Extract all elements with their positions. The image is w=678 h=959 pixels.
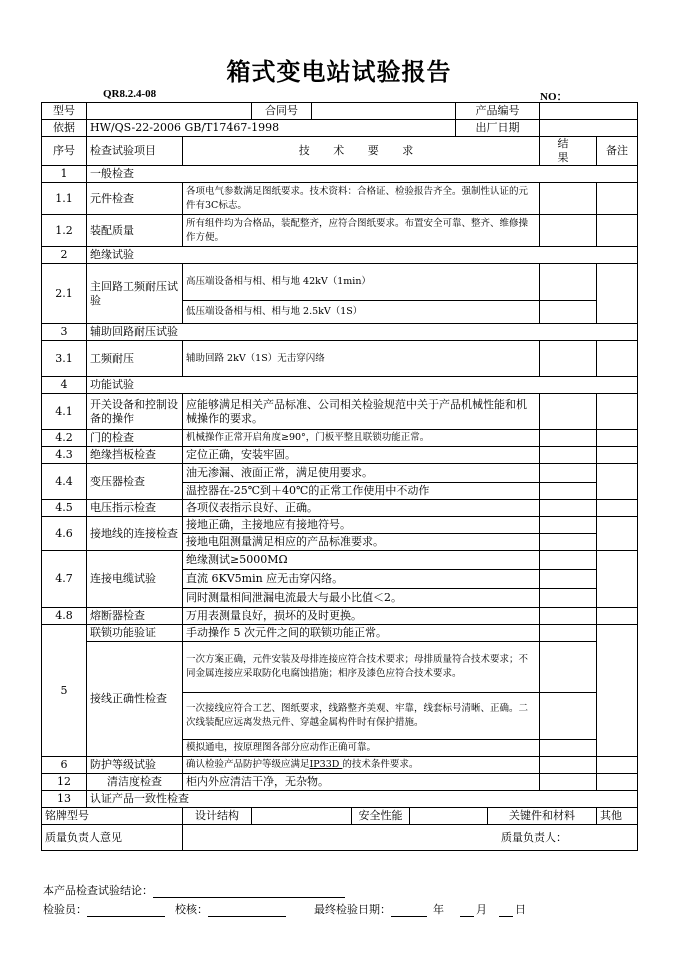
requirement: 高压端设备相与相、相与地 42kV（1min） bbox=[183, 264, 540, 301]
month-label: 月 bbox=[476, 903, 487, 916]
cert-other-label: 其他 bbox=[597, 808, 638, 825]
result-cell[interactable] bbox=[540, 301, 597, 324]
result-cell[interactable] bbox=[540, 693, 597, 740]
section-title: 功能试验 bbox=[87, 377, 638, 394]
result-cell[interactable] bbox=[540, 608, 597, 625]
note-cell[interactable] bbox=[597, 517, 638, 551]
requirement: 同时测量相间泄漏电流最大与最小比值＜2。 bbox=[183, 589, 540, 608]
item-name: 熔断器检查 bbox=[87, 608, 183, 625]
cert-design-label: 设计结构 bbox=[183, 808, 252, 825]
factory-date-label: 出厂日期 bbox=[456, 120, 540, 137]
conclusion-label: 本产品检查试验结论： bbox=[43, 884, 153, 897]
day-field[interactable] bbox=[499, 903, 513, 917]
row-no: 4.7 bbox=[42, 551, 87, 608]
row-no: 5 bbox=[42, 625, 87, 757]
product-no-value[interactable] bbox=[540, 103, 638, 120]
requirement: 各项仪表指示良好、正确。 bbox=[183, 500, 540, 517]
note-cell[interactable] bbox=[597, 608, 638, 625]
row-no: 4.2 bbox=[42, 430, 87, 447]
item-name: 元件检查 bbox=[87, 183, 183, 215]
item-name: 门的检查 bbox=[87, 430, 183, 447]
header-note: 备注 bbox=[597, 137, 638, 166]
inspector-label: 检验员： bbox=[43, 903, 87, 916]
result-cell[interactable] bbox=[540, 740, 597, 757]
row-no: 4.1 bbox=[42, 394, 87, 430]
requirement: 万用表测量良好，损坏的及时更换。 bbox=[183, 608, 540, 625]
row-no: 13 bbox=[42, 791, 87, 808]
requirement: 低压端设备相与相、相与地 2.5kV（1S） bbox=[183, 301, 540, 324]
result-cell[interactable] bbox=[540, 215, 597, 247]
checker-field[interactable] bbox=[208, 903, 286, 917]
contract-label: 合同号 bbox=[252, 103, 312, 120]
month-field[interactable] bbox=[460, 903, 474, 917]
signature-row bbox=[43, 901, 526, 917]
row-no: 4.8 bbox=[42, 608, 87, 625]
note-cell[interactable] bbox=[597, 264, 638, 324]
note-cell[interactable] bbox=[597, 774, 638, 791]
type-value[interactable] bbox=[87, 103, 252, 120]
section-title: 辅助回路耐压试验 bbox=[87, 324, 638, 341]
item-name: 清洁度检查 bbox=[87, 774, 183, 791]
requirement: 应能够满足相关产品标准、公司相关检验规范中关于产品机械性能和机械操作的要求。 bbox=[183, 394, 540, 430]
quality-person-label: 质量负责人： bbox=[183, 825, 638, 851]
note-cell[interactable] bbox=[597, 215, 638, 247]
section-title: 绝缘试验 bbox=[87, 247, 638, 264]
row-no: 12 bbox=[42, 774, 87, 791]
result-cell[interactable] bbox=[540, 589, 597, 608]
conclusion-row bbox=[43, 882, 345, 898]
requirement: 接地电阻测量满足相应的产品标准要求。 bbox=[183, 534, 540, 551]
requirement: 油无渗漏、液面正常，满足使用要求。 bbox=[183, 464, 540, 483]
row-no: 2.1 bbox=[42, 264, 87, 324]
result-cell[interactable] bbox=[540, 625, 597, 642]
ip-rating: IP33D bbox=[309, 759, 343, 770]
requirement-prefix: 确认检验产品防护等级应满足 bbox=[186, 759, 310, 770]
note-cell[interactable] bbox=[597, 183, 638, 215]
requirement: 接地正确，主接地应有接地符号。 bbox=[183, 517, 540, 534]
item-name: 装配质量 bbox=[87, 215, 183, 247]
section-title: 一般检查 bbox=[87, 166, 638, 183]
row-no: 4.4 bbox=[42, 464, 87, 500]
note-cell[interactable] bbox=[597, 757, 638, 774]
item-name: 绝缘挡板检查 bbox=[87, 447, 183, 464]
requirement: 机械操作正常开启角度≥90°，门板平整且联锁功能正常。 bbox=[183, 430, 540, 447]
quality-opinion-label: 质量负责人意见 bbox=[42, 825, 183, 851]
result-cell[interactable] bbox=[540, 500, 597, 517]
item-name: 防护等级试验 bbox=[87, 757, 183, 774]
item-name: 开关设备和控制设备的操作 bbox=[87, 394, 183, 430]
contract-value[interactable] bbox=[312, 103, 456, 120]
requirement: 辅助回路 2kV（1S）无击穿闪络 bbox=[183, 341, 540, 377]
cert-nameplate-label: 铭牌型号 bbox=[42, 808, 183, 825]
requirement: 所有组件均为合格品，装配整齐，应符合图纸要求。布置安全可靠、整齐、维修操作方便。 bbox=[183, 215, 540, 247]
note-cell[interactable] bbox=[597, 341, 638, 377]
cert-safety-value[interactable] bbox=[410, 808, 488, 825]
note-cell[interactable] bbox=[597, 447, 638, 464]
inspector-field[interactable] bbox=[87, 903, 165, 917]
note-cell[interactable] bbox=[597, 551, 638, 608]
report-title: 箱式变电站试验报告 bbox=[226, 57, 452, 86]
year-field[interactable] bbox=[391, 903, 427, 917]
note-cell[interactable] bbox=[597, 464, 638, 500]
result-cell[interactable] bbox=[540, 551, 597, 570]
row-no: 3 bbox=[42, 324, 87, 341]
result-cell[interactable] bbox=[540, 394, 597, 430]
result-cell[interactable] bbox=[540, 757, 597, 774]
checker-label: 校核： bbox=[175, 903, 208, 916]
header-item: 检查试验项目 bbox=[87, 137, 183, 166]
item-name: 连接电缆试验 bbox=[87, 551, 183, 608]
result-cell[interactable] bbox=[540, 183, 597, 215]
cert-design-value[interactable] bbox=[252, 808, 352, 825]
result-cell[interactable] bbox=[540, 534, 597, 551]
note-cell[interactable] bbox=[597, 500, 638, 517]
day-label: 日 bbox=[515, 903, 526, 916]
row-no: 1.2 bbox=[42, 215, 87, 247]
result-cell[interactable] bbox=[540, 430, 597, 447]
row-no: 4 bbox=[42, 377, 87, 394]
requirement bbox=[183, 757, 540, 774]
requirement: 柜内外应清洁干净，无杂物。 bbox=[183, 774, 540, 791]
result-cell[interactable] bbox=[540, 464, 597, 483]
result-cell[interactable] bbox=[540, 264, 597, 301]
requirement: 定位正确，安装牢固。 bbox=[183, 447, 540, 464]
item-name: 联锁功能验证 bbox=[87, 625, 183, 642]
requirement: 直流 6KV5min 应无击穿闪络。 bbox=[183, 570, 540, 589]
requirement: 一次接线应符合工艺、图纸要求，线路整齐美观、牢靠，线套标号清晰、正确。二次线装配应远离发热元件、穿越金属构件时有保护措施。 bbox=[183, 693, 540, 740]
row-no: 3.1 bbox=[42, 341, 87, 377]
cert-key-parts-label: 关键件和材料 bbox=[488, 808, 597, 825]
requirement: 一次方案正确，元件安装及母排连接应符合技术要求；母排质量符合技术要求；不同金属连接应采取防化电腐蚀措施；相序及漆色应符合技术要求。 bbox=[183, 642, 540, 693]
year-label: 年 bbox=[433, 903, 444, 916]
conclusion-field[interactable] bbox=[153, 884, 345, 898]
cert-safety-label: 安全性能 bbox=[352, 808, 410, 825]
type-label: 型号 bbox=[42, 103, 87, 120]
result-cell[interactable] bbox=[540, 570, 597, 589]
no-label: NO： bbox=[540, 91, 568, 103]
note-cell[interactable] bbox=[597, 394, 638, 430]
item-name: 主回路工频耐压试验 bbox=[87, 264, 183, 324]
basis-label: 依据 bbox=[42, 120, 87, 137]
requirement: 模拟通电，按原理图各部分应动作正确可靠。 bbox=[183, 740, 540, 757]
doc-code: QR8.2.4-08 bbox=[103, 88, 157, 100]
product-no-label: 产品编号 bbox=[456, 103, 540, 120]
requirement: 各项电气参数满足图纸要求。技术资料：合格证、检验报告齐全。强制性认证的元件有3C标志。 bbox=[183, 183, 540, 215]
note-cell[interactable] bbox=[597, 430, 638, 447]
row-no: 4.5 bbox=[42, 500, 87, 517]
item-name: 工频耐压 bbox=[87, 341, 183, 377]
section-title: 认证产品一致性检查 bbox=[87, 791, 638, 808]
result-cell[interactable] bbox=[540, 483, 597, 500]
result-cell[interactable] bbox=[540, 774, 597, 791]
row-no: 1.1 bbox=[42, 183, 87, 215]
factory-date-value[interactable] bbox=[540, 120, 638, 137]
header-req: 技 术 要 求 bbox=[183, 137, 540, 166]
requirement: 绝缘测试≥5000MΩ bbox=[183, 551, 540, 570]
final-date-label: 最终检验日期： bbox=[314, 903, 391, 916]
requirement: 手动操作 5 次元件之间的联锁功能正常。 bbox=[183, 625, 540, 642]
result-cell[interactable] bbox=[540, 642, 597, 693]
row-no: 4.3 bbox=[42, 447, 87, 464]
item-name: 接地线的连接检查 bbox=[87, 517, 183, 551]
row-no: 6 bbox=[42, 757, 87, 774]
header-seq: 序号 bbox=[42, 137, 87, 166]
row-no: 1 bbox=[42, 166, 87, 183]
requirement-suffix: 的技术条件要求。 bbox=[342, 759, 419, 770]
item-name: 变压器检查 bbox=[87, 464, 183, 500]
basis-value: HW/QS-22-2006 GB/T17467-1998 bbox=[87, 120, 456, 137]
item-name: 电压指示检查 bbox=[87, 500, 183, 517]
result-cell[interactable] bbox=[540, 447, 597, 464]
result-cell[interactable] bbox=[540, 517, 597, 534]
row-no: 4.6 bbox=[42, 517, 87, 551]
report-table bbox=[41, 102, 638, 851]
requirement: 温控器在-25℃到＋40℃的正常工作使用中不动作 bbox=[183, 483, 540, 500]
result-cell[interactable] bbox=[540, 341, 597, 377]
header-result: 结 果 bbox=[540, 137, 597, 166]
row-no: 2 bbox=[42, 247, 87, 264]
note-cell[interactable] bbox=[597, 625, 638, 757]
item-name: 接线正确性检查 bbox=[87, 642, 183, 757]
